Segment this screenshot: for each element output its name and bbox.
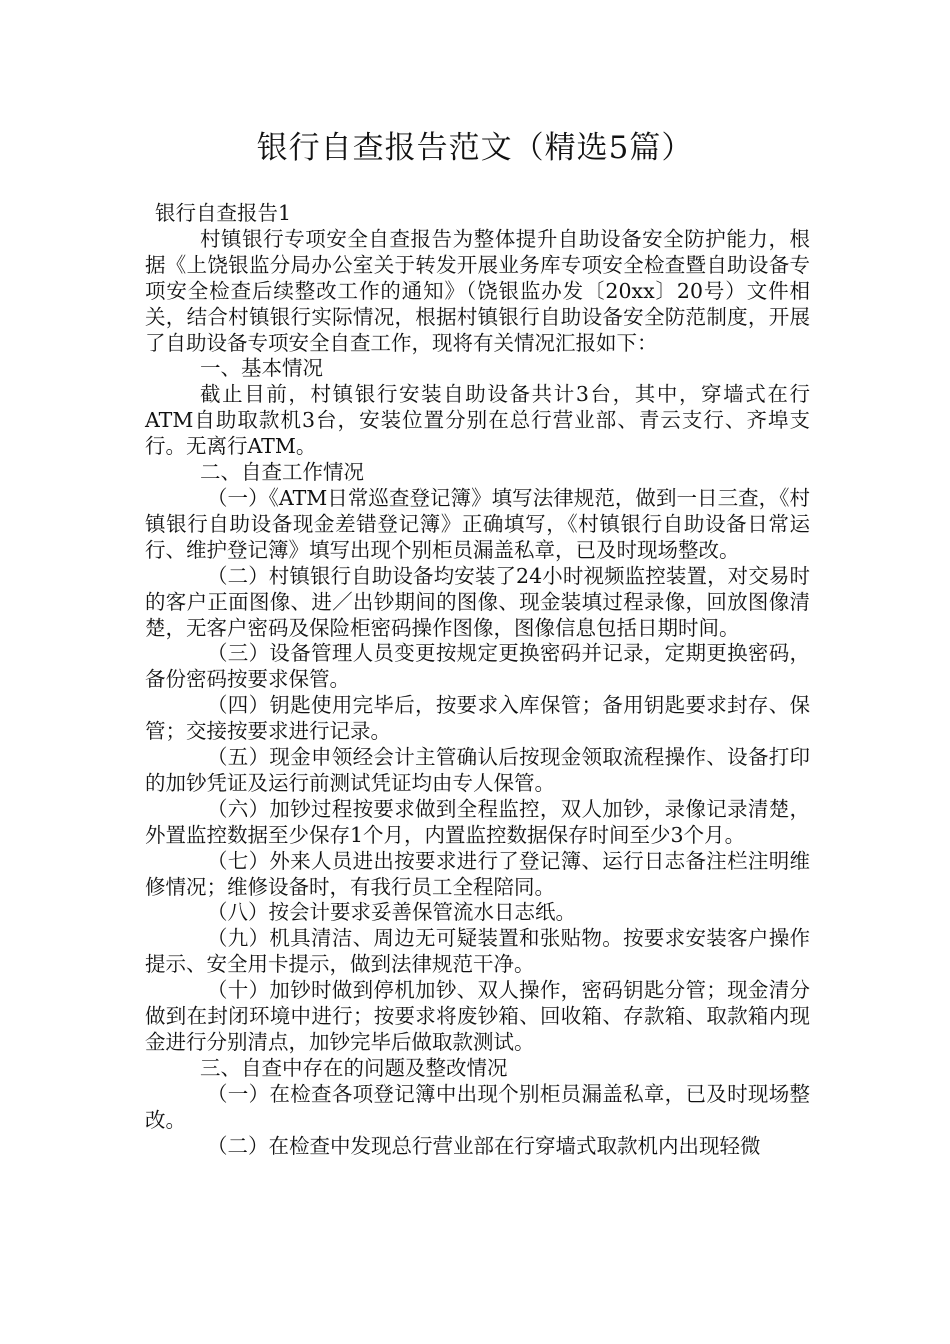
document-title: 银行自查报告范文（精选5篇） (256, 130, 694, 166)
paragraph-problem-2: （二）在检查中发现总行营业部在行穿墙式取款机内出现轻微 (207, 1133, 761, 1158)
paragraph-item-9: （九）机具清洁、周边无可疑装置和张贴物。按要求安装客户操作提示、安全用卡提示，做到法律规范干净。 (145, 926, 810, 977)
paragraph-item-6: （六）加钞过程按要求做到全程监控，双人加钞，录像记录清楚，外置监控数据至少保存1个月，内置监控数据保存时间至少3个月。 (145, 796, 810, 847)
heading-problems-rectification: 三、自查中存在的问题及整改情况 (200, 1055, 508, 1080)
paragraph-item-8: （八）按会计要求妥善保管流水日志纸。 (207, 900, 576, 925)
paragraph-item-1: （一）《ATM日常巡查登记簿》填写法律规范，做到一日三查，《村镇银行自助设备现金差错登记簿》正确填写，《村镇银行自助设备日常运行、维护登记簿》填写出现个别柜员漏盖私章，已及时现场整改。 (145, 485, 810, 562)
paragraph-item-3: （三）设备管理人员变更按规定更换密码并记录，定期更换密码，备份密码按要求保管。 (145, 641, 810, 692)
section-subtitle: 银行自查报告1 (155, 201, 292, 225)
heading-self-check-work: 二、自查工作情况 (200, 460, 364, 485)
paragraph-item-10: （十）加钞时做到停机加钞、双人操作，密码钥匙分管；现金清分做到在封闭环境中进行；按要求将废钞箱、回收箱、存款箱、取款箱内现金进行分别清点，加钞完毕后做取款测试。 (145, 978, 810, 1054)
heading-basic-situation: 一、基本情况 (200, 356, 323, 381)
paragraph-intro: 村镇银行专项安全自查报告为整体提升自助设备安全防护能力，根据《上饶银监分局办公室关于转发开展业务库专项安全检查暨自助设备专项安全检查后续整改工作的通知》（饶银监办发〔20xx〕20号）文件相关，结合村镇银行实际情况，根据村镇银行自助设备安全防范制度，开展了自助设备专项安全自查工作，现将有关情况汇报如下： (145, 226, 810, 355)
paragraph-basic-situation: 截止目前，村镇银行安装自助设备共计3台，其中，穿墙式在行ATM自助取款机3台，安装位置分别在总行营业部、青云支行、齐埠支行。无离行ATM。 (145, 382, 810, 459)
paragraph-item-5: （五）现金申领经会计主管确认后按现金领取流程操作、设备打印的加钞凭证及运行前测试凭证均由专人保管。 (145, 745, 810, 795)
paragraph-problem-1: （一）在检查各项登记簿中出现个别柜员漏盖私章，已及时现场整改。 (145, 1081, 810, 1132)
paragraph-item-7: （七）外来人员进出按要求进行了登记簿、运行日志备注栏注明维修情况；维修设备时，有我行员工全程陪同。 (145, 848, 810, 899)
paragraph-item-2: （二）村镇银行自助设备均安装了24小时视频监控装置，对交易时的客户正面图像、进／出钞期间的图像、现金装填过程录像，回放图像清楚，无客户密码及保险柜密码操作图像，图像信息包括日期时间。 (145, 563, 810, 640)
document-body (145, 201, 810, 1160)
paragraph-item-4: （四）钥匙使用完毕后，按要求入库保管；备用钥匙要求封存、保管；交接按要求进行记录。 (145, 693, 810, 744)
